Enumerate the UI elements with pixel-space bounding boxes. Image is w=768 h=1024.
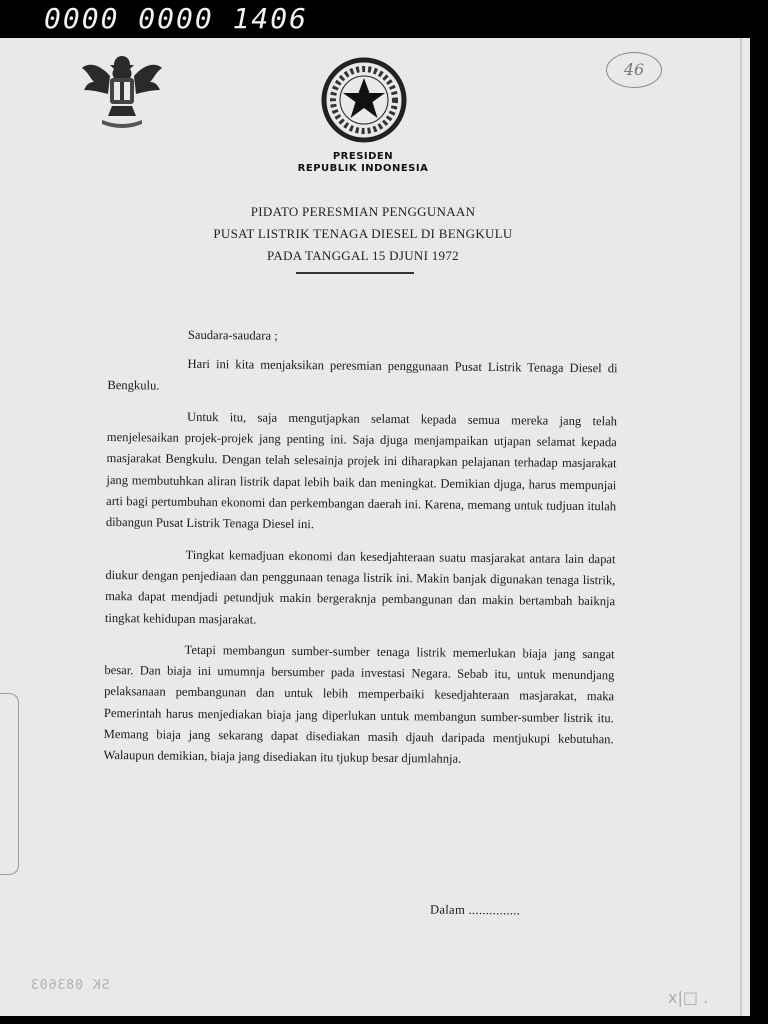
presidential-seal-icon [320, 56, 408, 144]
corner-mark: x|□ . [668, 988, 709, 1007]
archive-number: SK 083603 [30, 978, 110, 993]
paragraph: Untuk itu, saja mengutjapkan selamat kepada semua mereka jang telah menjelesaikan projek-projek jang penting ini. Saja djuga menjampaikan utjapan selamat kepada masjarakat Bengkulu. Dengan telah selesainja projek ini diharapkan pelajanan terhadap masjarakat jang membutuhkan aliran listrik dapat lebih baik dan meningkat. Demikian djuga, harus mempunjai arti bagi pertumbuhan ekonomi dan perkembangan daerah ini. Karena, memang untuk tudjuan itulah dibangun Pusat Listrik Tenaga Diesel ini. [105, 409, 618, 532]
salutation: Saudara-saudara ; [187, 327, 278, 343]
speech-title [160, 201, 566, 267]
office-title: PRESIDEN [332, 151, 394, 162]
page-number-circle: 46 [606, 52, 662, 88]
film-frame-code: 0000 0000 1406 [44, 2, 309, 35]
title-line: PUSAT LISTRIK TENAGA DIESEL DI BENGKULU [213, 226, 513, 241]
paragraph: Tetapi membangun sumber-sumber tenaga listrik memerlukan biaja jang sangat besar. Dan biaja ini umumnja bersumber pada investasi Negara. Sebab itu, untuk menundjang pelaksanaan pembangunan dan untuk lebih memperbaiki kesedjahteraan masjarakat, maka Pemerintah harus menjediakan biaja jang diperlukan untuk membangun sumber-sumber listrik itu. Memang biaja jang sekarang dapat disediakan masih djauh daripada mentjukupi kebutuhan. Walaupun demikian, biaja jang disediakan itu tjukup besar djumlahnja. [103, 642, 615, 767]
title-line: PADA TANGGAL 15 DJUNI 1972 [267, 248, 459, 263]
office-country: REPUBLIK INDONESIA [297, 163, 429, 174]
document-page [0, 38, 750, 1016]
continuation-catchword: Dalam ............... [429, 902, 521, 918]
title-line: PIDATO PERESMIAN PENGGUNAAN [250, 204, 476, 219]
page-fold-mark [0, 693, 19, 875]
garuda-emblem-icon [80, 50, 164, 132]
paragraph: Hari ini kita menjaksikan peresmian penggunaan Pusat Listrik Tenaga Diesel di Bengkulu. [107, 357, 618, 393]
paragraph: Tingkat kemadjuan ekonomi dan kesedjahteraan suatu masjarakat antara lain dapat diukur dengan penjediaan dan penggunaan tenaga listrik ini. Makin banjak digunakan tenaga listrik, maka dapat mendjadi petundjuk makin bergeraknja pembangunan dan makin bertambah baiknja tingkat kehidupan masjarakat. [104, 547, 616, 627]
title-underline [296, 272, 414, 274]
speech-body [103, 324, 618, 782]
page-edge [740, 38, 742, 1016]
letterhead-office [260, 151, 466, 175]
